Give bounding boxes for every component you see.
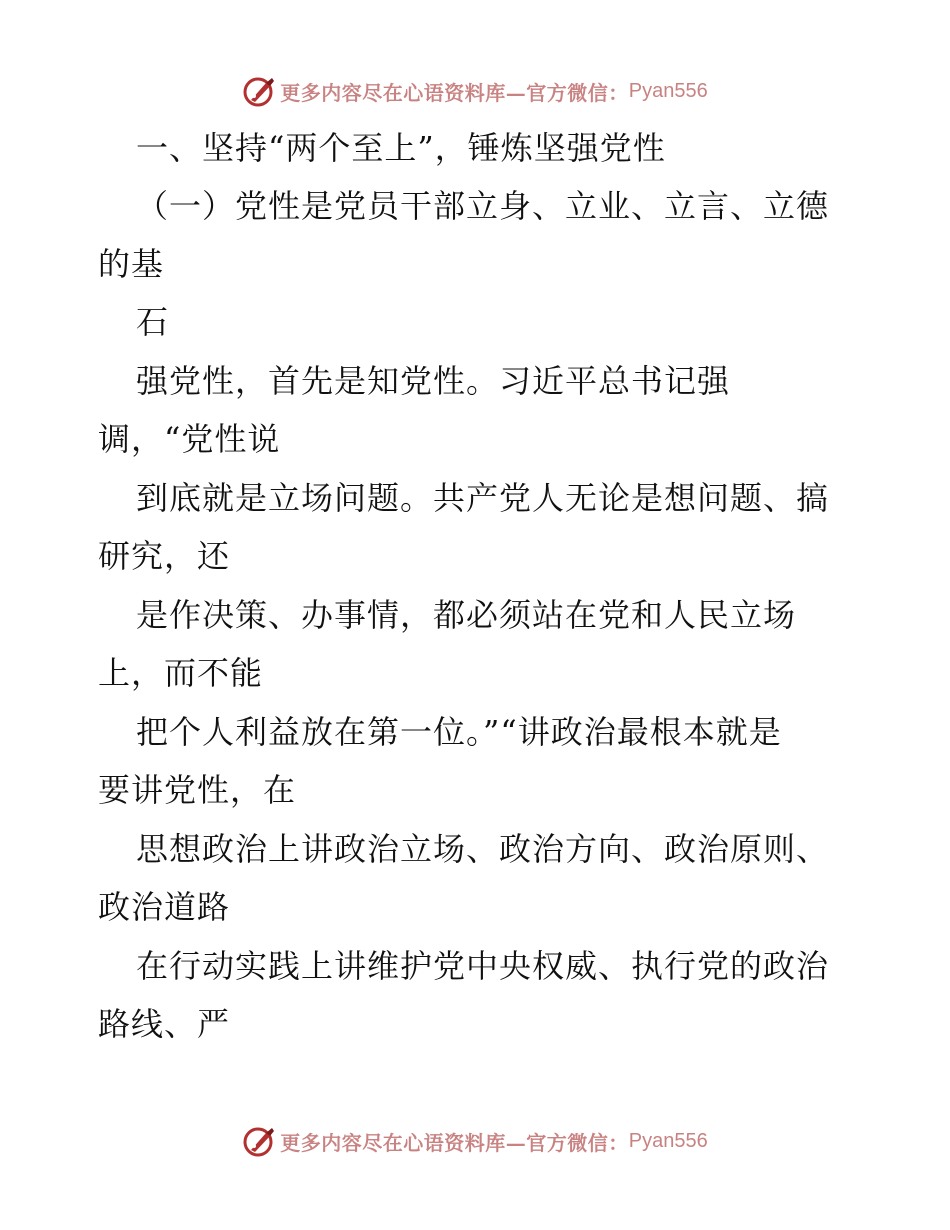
pen-logo-icon — [242, 74, 276, 108]
pen-logo-icon — [242, 1124, 276, 1158]
text-line: 是作决策、办事情，都必须站在党和人民立场 — [136, 596, 797, 634]
text-line: 把个人利益放在第一位。”“讲政治最根本就是 — [136, 713, 782, 751]
text-line: 石 — [136, 303, 170, 341]
watermark-text: 更多内容尽在心语资料库—官方微信： — [280, 80, 629, 105]
section-heading: 一、坚持“两个至上”，锤炼坚强党性 — [136, 129, 666, 167]
text-line: 上，而不能 — [98, 654, 264, 692]
text-line: 研究，还 — [98, 537, 231, 575]
text-line: 路线、严 — [98, 1005, 231, 1043]
text-line: 思想政治上讲政治立场、政治方向、政治原则、 — [136, 830, 830, 868]
footer-watermark — [0, 1121, 950, 1161]
text-line: 强党性，首先是知党性。习近平总书记强 — [136, 362, 731, 400]
text-line: 的基 — [98, 245, 165, 283]
text-line: 政治道路 — [98, 888, 231, 926]
text-line: 要讲党性，在 — [98, 771, 297, 809]
header-watermark — [0, 71, 950, 111]
watermark-id: Pyan556 — [628, 1129, 708, 1152]
watermark-id: Pyan556 — [628, 79, 708, 102]
text-line: 调，“党性说 — [98, 420, 281, 458]
text-line: 到底就是立场问题。共产党人无论是想问题、搞 — [136, 479, 830, 517]
watermark-text: 更多内容尽在心语资料库—官方微信： — [280, 1130, 629, 1155]
text-line: 在行动实践上讲维护党中央权威、执行党的政治 — [136, 947, 830, 985]
subheading: （一）党性是党员干部立身、立业、立言、立德 — [136, 187, 830, 225]
